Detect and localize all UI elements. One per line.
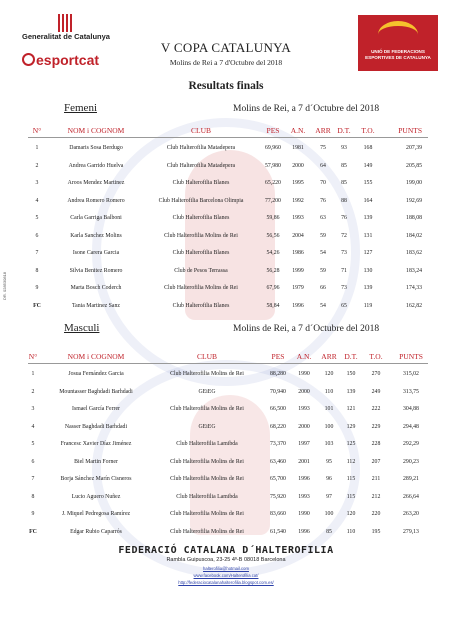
cell-points: 294,48 — [403, 423, 419, 430]
cell-weight: 63,460 — [270, 458, 286, 465]
cell-weight: 65,700 — [270, 476, 286, 482]
table-row — [0, 145, 452, 156]
cell-name: Carla Garriga Balboni — [70, 215, 122, 221]
column-header-birth-year: A.N. — [296, 352, 312, 361]
cell-points: 183,62 — [406, 250, 422, 256]
cell-snatch: 75 — [320, 145, 326, 151]
cell-birth-year: 1999 — [292, 267, 304, 274]
cell-weight: 61,540 — [270, 528, 286, 535]
cell-birth-year: 1995 — [292, 180, 304, 186]
cell-weight: 67,96 — [266, 285, 280, 291]
cell-number: FC — [29, 528, 37, 535]
column-header-weight: PES — [266, 126, 280, 135]
cell-points: 315,02 — [403, 371, 419, 377]
cell-weight: 69,960 — [265, 145, 281, 151]
column-header-clean-jerk: D.T. — [337, 126, 351, 135]
column-header-total: T.O. — [361, 126, 375, 135]
cell-number: 1 — [35, 145, 39, 151]
cell-club: Club Halterofilia Lamibda — [176, 493, 238, 500]
cell-snatch: 54 — [320, 302, 326, 309]
cell-club: Club Halterofilia Blanes — [172, 215, 230, 221]
cell-birth-year: 1993 — [298, 406, 310, 412]
generalitat-logo — [58, 14, 74, 32]
cell-weight: 57,980 — [265, 162, 281, 169]
cell-total: 168 — [363, 145, 373, 151]
cell-clean-jerk: 76 — [341, 215, 347, 221]
cell-club: Club Halterofilia Blanes — [172, 180, 230, 186]
cell-number: 6 — [31, 458, 35, 465]
cell-birth-year: 1986 — [292, 250, 304, 256]
side-note: DR. 028530818 — [2, 271, 7, 300]
cell-clean-jerk: 73 — [341, 250, 347, 256]
cell-clean-jerk: 121 — [346, 406, 356, 412]
cell-number: 3 — [31, 406, 35, 412]
cell-points: 289,21 — [403, 476, 419, 482]
cell-clean-jerk: 93 — [341, 145, 347, 151]
page-subtitle: Molins de Rei a 7 d'Octubre del 2018 — [169, 58, 283, 67]
cell-number: 3 — [35, 180, 39, 186]
cell-snatch: 95 — [326, 458, 332, 465]
cell-number: 6 — [35, 232, 39, 239]
cell-number: 4 — [31, 423, 35, 430]
cell-club: Club Halterofilia Lamibda — [176, 441, 238, 447]
table-row — [0, 529, 452, 540]
cell-number: 2 — [35, 162, 39, 169]
table-row — [0, 476, 452, 487]
cell-snatch: 100 — [324, 423, 334, 430]
cell-points: 162,82 — [406, 302, 422, 309]
cell-total: 131 — [363, 232, 373, 239]
cell-clean-jerk: 115 — [346, 493, 356, 500]
cell-club: Club Halterofilia Molins de Rei — [170, 458, 244, 465]
column-header-snatch: ARR — [321, 352, 337, 361]
cell-birth-year: 1996 — [298, 476, 310, 482]
cell-points: 266,64 — [403, 493, 419, 500]
cell-weight: 77,200 — [265, 197, 281, 204]
cell-weight: 65,220 — [265, 180, 281, 186]
cell-snatch: 70 — [320, 180, 326, 186]
table-row — [0, 406, 452, 417]
cell-name: J. Miquel Pedregosa Ramírez — [61, 511, 131, 517]
cell-snatch: 97 — [326, 493, 332, 500]
cell-weight: 59,86 — [266, 215, 280, 221]
cell-clean-jerk: 115 — [346, 476, 356, 482]
cell-birth-year: 2004 — [292, 232, 304, 239]
cell-snatch: 96 — [326, 476, 332, 482]
cell-birth-year: 2001 — [298, 458, 310, 465]
cell-snatch: 64 — [320, 162, 326, 169]
cell-total: 249 — [371, 388, 381, 395]
cell-points: 205,85 — [406, 162, 422, 169]
cell-birth-year: 2000 — [292, 162, 304, 169]
cell-number: 7 — [31, 476, 35, 482]
cell-club: Club Halterofilia Barcelona Olimpia — [158, 197, 244, 204]
cell-snatch: 63 — [320, 215, 326, 221]
cell-number: FC — [33, 302, 41, 309]
cell-total: 127 — [363, 250, 373, 256]
cell-club: Club Halterofilia Blanes — [172, 250, 230, 256]
cell-snatch: 120 — [324, 371, 334, 377]
cell-club: Club Halterofilia Molins de Rei — [170, 406, 244, 412]
column-header-total: T.O. — [369, 352, 383, 361]
cell-name: Andrea Romero Romero — [67, 197, 125, 204]
cell-birth-year: 1993 — [298, 493, 310, 500]
cell-total: 222 — [371, 406, 381, 412]
cell-number: 4 — [35, 197, 39, 204]
cell-points: 304,88 — [403, 406, 419, 412]
cell-clean-jerk: 73 — [341, 285, 347, 291]
cell-total: 119 — [363, 302, 373, 309]
cell-clean-jerk: 120 — [346, 511, 356, 517]
cell-club: Club Halterofilia Matadepera — [166, 162, 236, 169]
cell-points: 183,24 — [406, 267, 422, 274]
table-row — [0, 424, 452, 435]
cell-birth-year: 1993 — [292, 215, 304, 221]
cell-name: Karla Sanchez Molins — [70, 232, 122, 239]
cell-total: 228 — [371, 441, 381, 447]
cell-total: 270 — [371, 371, 381, 377]
cell-number: 9 — [31, 511, 35, 517]
cell-name: Nasser Baghdadi Barhdadi — [64, 423, 128, 430]
cell-clean-jerk: 112 — [346, 458, 356, 465]
cell-clean-jerk: 65 — [341, 302, 347, 309]
table-row — [0, 441, 452, 452]
cell-points: 313,75 — [403, 388, 419, 395]
cell-weight: 73,370 — [270, 441, 286, 447]
cell-clean-jerk: 129 — [346, 423, 356, 430]
cell-weight: 56,28 — [266, 267, 280, 274]
cell-name: Mountasser Baghdadi Barhdadi — [59, 388, 133, 395]
cell-snatch: 101 — [324, 406, 334, 412]
cell-club: GEiEG — [198, 388, 216, 395]
section-date-femeni: Molins de Rei, a 7 d´Octubre del 2018 — [233, 104, 380, 114]
cell-total: 155 — [363, 180, 373, 186]
cell-points: 279,13 — [403, 528, 419, 535]
cell-total: 139 — [363, 215, 373, 221]
divider — [28, 137, 428, 138]
cell-total: 130 — [363, 267, 373, 274]
cell-points: 192,69 — [406, 197, 422, 204]
table-row — [0, 511, 452, 522]
cell-club: Club de Pesos Terrassa — [174, 267, 228, 274]
cell-weight: 70,940 — [270, 388, 286, 395]
federation-name: FEDERACIÓ CATALANA D´HALTEROFILIA — [118, 545, 334, 556]
cell-name: Borja Sánchez Marín Cisneros — [60, 476, 132, 482]
cell-clean-jerk: 88 — [341, 197, 347, 204]
cell-weight: 66,500 — [270, 406, 286, 412]
cell-total: 164 — [363, 197, 373, 204]
column-header-number: N° — [32, 126, 42, 135]
blog-link[interactable]: http://federaciocatalanahalterofilia.blogspot.com.es/ — [178, 580, 274, 585]
section-date-masculi: Molins de Rei, a 7 d´Octubre del 2018 — [233, 324, 380, 334]
cell-clean-jerk: 72 — [341, 232, 347, 239]
cell-snatch: 85 — [326, 528, 332, 535]
column-header-club: CLUB — [190, 126, 211, 135]
table-row — [0, 233, 452, 244]
cell-club: Club Halterofilia Molins de Rei — [164, 232, 238, 239]
cell-weight: 68,220 — [270, 423, 286, 430]
cell-points: 263,20 — [403, 511, 419, 517]
cell-points: 290,23 — [403, 458, 419, 465]
cell-club: Club Halterofilia Molins de Rei — [164, 285, 238, 291]
federation-address: Rambla Guipuscoa, 23-25 4º-B 08018 Barcelona — [166, 557, 286, 563]
divider — [28, 363, 428, 364]
column-header-name: NOM i COGNOM — [67, 126, 125, 135]
table-row — [0, 198, 452, 209]
column-header-number: N° — [28, 352, 38, 361]
cell-clean-jerk: 85 — [341, 180, 347, 186]
cell-clean-jerk: 125 — [346, 441, 356, 447]
cell-number: 2 — [31, 388, 35, 395]
cell-name: Aroos Mendez Martinez — [67, 180, 125, 186]
cell-club: Club Halterofilia Blanes — [172, 302, 230, 309]
table-row — [0, 459, 452, 470]
cell-club: Club Halterofilia Molins de Rei — [170, 528, 244, 535]
column-header-weight: PES — [271, 352, 285, 361]
cell-weight: 58,84 — [266, 302, 280, 309]
cell-name: Tania Martinez Sanz — [72, 302, 120, 309]
cell-name: Francesc Xavier Díaz Jiménez — [60, 441, 132, 447]
cell-clean-jerk: 150 — [346, 371, 356, 377]
cell-birth-year: 2000 — [298, 388, 310, 395]
cell-club: Club Halterofilia Molins de Rei — [170, 511, 244, 517]
ufec-logo: UNIÓ DE FEDERACIONS ESPORTIVES DE CATALUNYA — [358, 15, 438, 71]
cell-name: Silvia Benitez Romero — [69, 267, 123, 274]
cell-total: 229 — [371, 423, 381, 430]
cell-number: 1 — [31, 371, 35, 377]
cell-number: 5 — [35, 215, 39, 221]
cell-snatch: 59 — [320, 232, 326, 239]
cell-club: Club Halterofilia Matadepera — [166, 145, 236, 151]
cell-clean-jerk: 71 — [341, 267, 347, 274]
table-row — [0, 250, 452, 261]
cell-name: Marta Bosch Coderch — [70, 285, 122, 291]
cell-snatch: 66 — [320, 285, 326, 291]
cell-birth-year: 1981 — [292, 145, 304, 151]
cell-birth-year: 1979 — [292, 285, 304, 291]
section-title-masculi: Masculi — [64, 322, 100, 334]
facebook-link[interactable]: www.facebook.com/Halterofilia.cat/ — [193, 573, 259, 578]
cell-total: 211 — [371, 476, 381, 482]
cell-points: 184,02 — [406, 232, 422, 239]
cell-club: Club Halterofilia Molins de Rei — [170, 476, 244, 482]
cell-birth-year: 1990 — [298, 371, 310, 377]
column-header-points: PUNTS — [399, 352, 423, 361]
cell-name: Andrea Garrido Huelva — [68, 162, 124, 169]
table-row — [0, 268, 452, 279]
table-row — [0, 371, 452, 382]
table-row — [0, 303, 452, 314]
cell-total: 212 — [371, 493, 381, 500]
cell-name: Edgar Rubio Caparrós — [70, 528, 122, 535]
cell-birth-year: 1996 — [298, 528, 310, 535]
cell-club: GEiEG — [198, 423, 216, 430]
generalitat-label: Generalitat de Catalunya — [22, 32, 110, 41]
cell-name: Lucio Aguero Nuñez — [71, 493, 121, 500]
section-title-femeni: Femeni — [64, 102, 97, 114]
cell-snatch: 110 — [324, 388, 334, 395]
cell-birth-year: 1992 — [292, 197, 304, 204]
table-row — [0, 215, 452, 226]
email-link[interactable]: halterofilia@hotmail.com — [203, 566, 249, 571]
cell-total: 207 — [371, 458, 381, 465]
cell-total: 195 — [371, 528, 381, 535]
cell-clean-jerk: 110 — [346, 528, 356, 535]
cell-points: 292,29 — [403, 441, 419, 447]
cell-points: 188,08 — [406, 215, 422, 221]
cell-birth-year: 2000 — [298, 423, 310, 430]
column-header-points: PUNTS — [398, 126, 422, 135]
column-header-birth-year: A.N. — [290, 126, 306, 135]
cell-snatch: 103 — [324, 441, 334, 447]
column-header-snatch: ARR — [315, 126, 331, 135]
cell-snatch: 54 — [320, 250, 326, 256]
cell-club: Club Halterofilia Molins de Rei — [170, 371, 244, 377]
cell-points: 174,33 — [406, 285, 422, 291]
cell-number: 8 — [35, 267, 39, 274]
cell-total: 139 — [363, 285, 373, 291]
results-heading: Resultats finals — [188, 80, 264, 92]
cell-weight: 83,660 — [270, 511, 286, 517]
cell-clean-jerk: 139 — [346, 388, 356, 395]
cell-snatch: 76 — [320, 197, 326, 204]
table-row — [0, 163, 452, 174]
cell-name: Biel Martin Forner — [74, 458, 118, 465]
cell-birth-year: 1990 — [298, 511, 310, 517]
cell-points: 207,39 — [406, 145, 422, 151]
page-title: V COPA CATALUNYA — [160, 40, 292, 55]
cell-number: 8 — [31, 493, 35, 500]
cell-snatch: 59 — [320, 267, 326, 274]
cell-number: 9 — [35, 285, 39, 291]
cell-name: Josua Fernández Garcia — [68, 371, 124, 377]
cell-name: Ismael García Ferrer — [72, 406, 120, 412]
cell-number: 5 — [31, 441, 35, 447]
table-row — [0, 285, 452, 296]
cell-weight: 88,280 — [270, 371, 286, 377]
table-row — [0, 494, 452, 505]
cell-weight: 54,26 — [266, 250, 280, 256]
cell-total: 149 — [363, 162, 373, 169]
cell-birth-year: 1997 — [298, 441, 310, 447]
cell-points: 199,00 — [406, 180, 422, 186]
esportcat-logo: esportcat — [22, 52, 99, 68]
cell-weight: 56,56 — [266, 232, 280, 239]
column-header-club: CLUB — [196, 352, 217, 361]
cell-birth-year: 1996 — [292, 302, 304, 309]
cell-name: Isone Carera Garcia — [72, 250, 120, 256]
cell-weight: 75,920 — [270, 493, 286, 500]
cell-total: 220 — [371, 511, 381, 517]
ufec-swoosh-icon — [378, 21, 418, 48]
table-row — [0, 389, 452, 400]
column-header-name: NOM i COGNOM — [67, 352, 125, 361]
cell-name: Damaris Sosa Berdugo — [69, 145, 123, 151]
column-header-clean-jerk: D.T. — [344, 352, 358, 361]
cell-snatch: 100 — [324, 511, 334, 517]
cell-number: 7 — [35, 250, 39, 256]
table-row — [0, 180, 452, 191]
cell-clean-jerk: 85 — [341, 162, 347, 169]
